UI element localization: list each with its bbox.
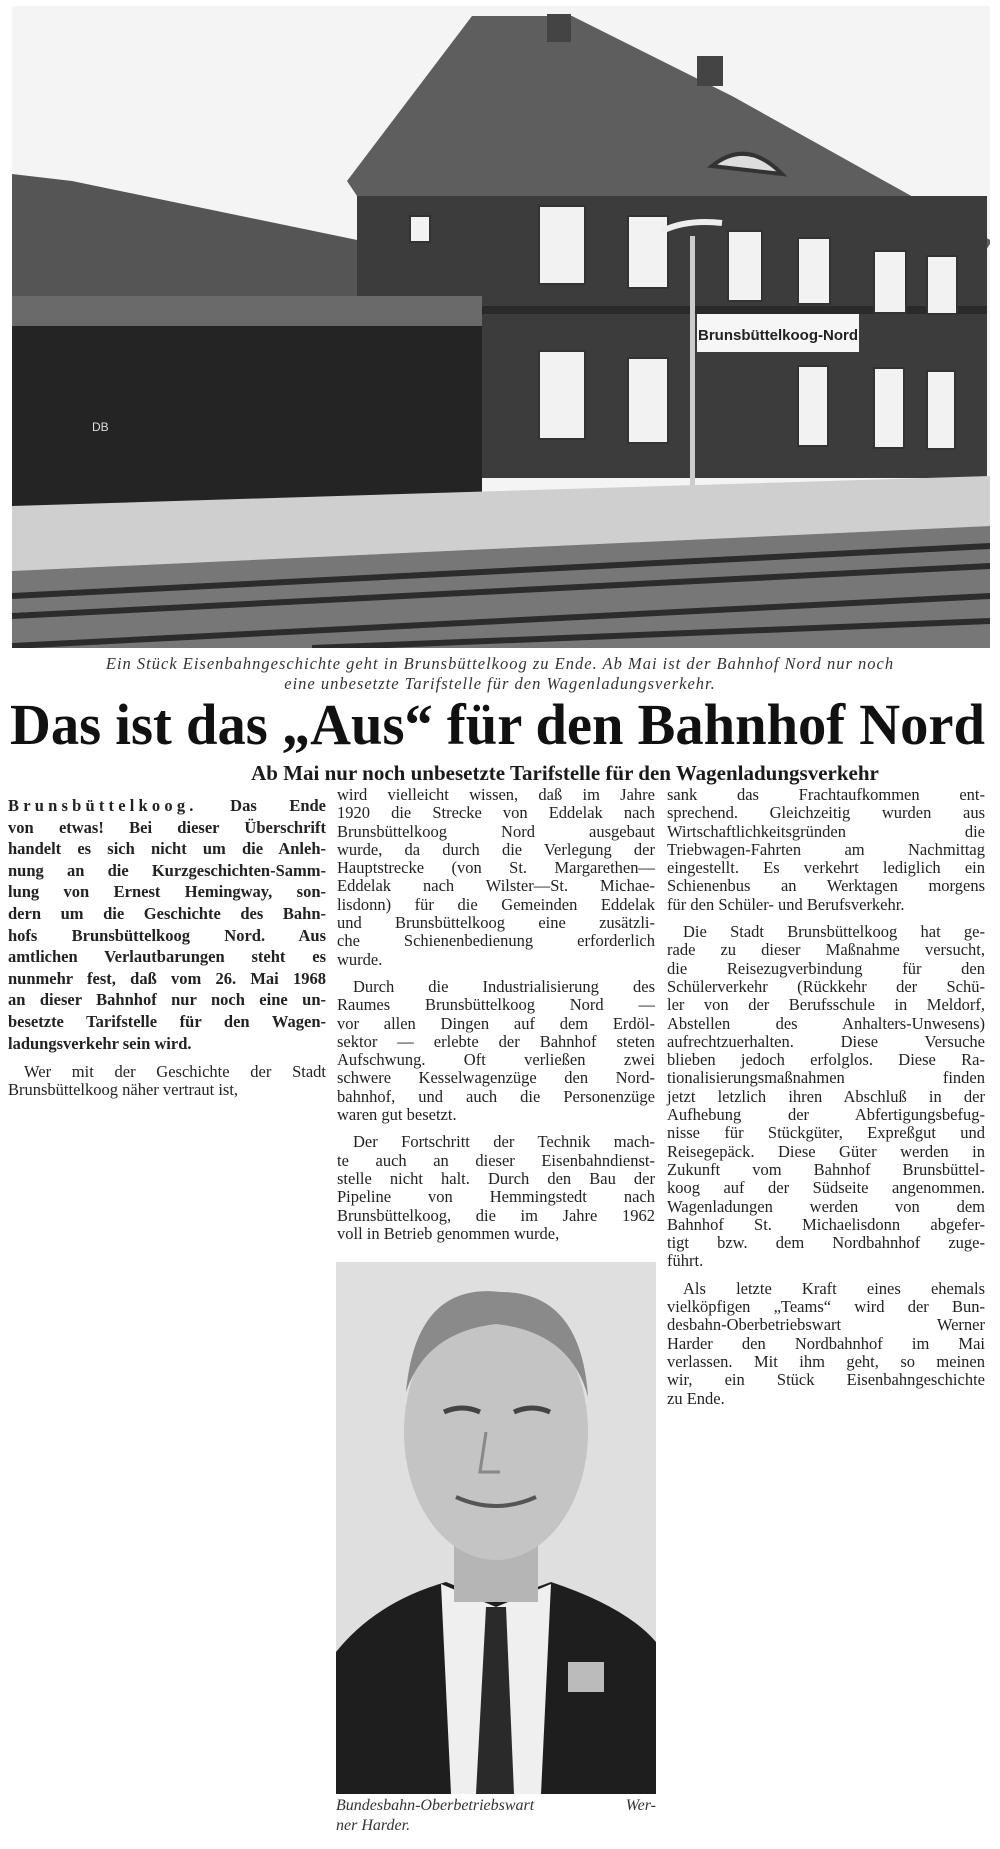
article-paragraph: [337, 978, 655, 1124]
article-line: jetzt letzlich ihren Abschluß in der: [667, 1086, 985, 1106]
article-line: waren gut besetzt.: [337, 1105, 457, 1125]
article-line: ladungsverkehr sein wird.: [8, 1033, 192, 1053]
article-line: an dieser Bahnhof nur noch eine un-: [8, 990, 326, 1010]
article-line: Brunsbüttelkoog, die im Jahre 1962: [337, 1205, 655, 1225]
article-line: vielköpfigen „Teams“ wird der Bun-: [667, 1297, 985, 1317]
headline-container: [10, 692, 990, 758]
article-line: Brunsbüttelkoog Nord ausgebaut: [337, 821, 655, 841]
article-line: Die Stadt Brunsbüttelkoog hat ge-: [683, 922, 985, 942]
article-line: te auch an dieser Eisenbahndienst-: [337, 1150, 655, 1170]
article-line: vor allen Dingen auf dem Erdöl-: [337, 1013, 655, 1033]
article-line: eingestellt. Es verkehrt lediglich ein: [667, 858, 985, 878]
subheadline: Ab Mai nur noch unbesetzte Tarifstelle für den Wagenladungsverkehr: [251, 761, 879, 785]
article-line: schwere Kesselwagenzüge den Nord-: [337, 1068, 655, 1088]
article-paragraph: [667, 786, 985, 914]
article-line: lisdonn) für die Gemeinden Eddelak: [337, 894, 655, 914]
article-column-1: [8, 795, 326, 1109]
article-line: Wer mit der Geschichte der Stadt: [24, 1062, 326, 1082]
headline: Das ist das „Aus“ für den Bahnhof Nord: [10, 692, 985, 757]
article-line: Harder den Nordbahnhof im Mai: [667, 1333, 985, 1353]
article-line: dern um die Geschichte des Bahn-: [8, 903, 326, 923]
article-line: wurde.: [337, 949, 383, 969]
article-line: führt.: [667, 1251, 704, 1271]
freight-wagon: [12, 326, 482, 506]
article-line: sank das Frachtaufkommen ent-: [667, 785, 985, 804]
article-line: Hauptstrecke (von St. Margarethen—: [337, 858, 655, 878]
article-line: [8, 795, 326, 817]
article-line: sprechend. Gleichzeitig wurden aus: [667, 803, 985, 823]
article-line: Pipeline von Hemmingstedt nach: [337, 1187, 655, 1207]
article-line-text: Das Ende: [230, 796, 326, 815]
article-line: Wirtschaftlichkeitsgründen die: [667, 821, 985, 841]
article-line: besetzte Tarifstelle für den Wagen-: [8, 1011, 326, 1031]
article-line: Triebwagen-Fahrten am Nachmittag: [667, 839, 985, 859]
portrait-caption: [336, 1796, 656, 1836]
article-paragraph: [8, 795, 326, 1054]
article-line: zu Ende.: [667, 1388, 725, 1408]
article-column-3: [667, 786, 985, 1417]
article-line: sektor — erlebte der Bahnhof steten: [337, 1031, 655, 1051]
article-line: und Brunsbüttelkoog eine zusätzli-: [337, 913, 655, 933]
article-line: Abstellen des Anhalters-Unwesens): [667, 1013, 985, 1033]
article-line: wird vielleicht wissen, daß im Jahre: [337, 785, 655, 804]
article-paragraph: [667, 1280, 985, 1408]
article-line: Reisegepäck. Diese Güter werden in: [667, 1141, 985, 1161]
article-line: 1920 die Strecke von Eddelak nach: [337, 803, 655, 823]
article-line: Schülerverkehr (Rückkehr der Schü-: [667, 976, 985, 996]
station-photo: [12, 6, 990, 648]
article-line: Schienenbus an Werktagen morgens: [667, 876, 985, 896]
wagon-mark: DB: [92, 420, 109, 434]
article-line: desbahn-Oberbetriebswart Werner: [667, 1315, 985, 1335]
photo-caption: [20, 654, 980, 694]
article-dateline: Brunsbüttelkoog.: [8, 796, 198, 815]
article-line: Bahnhof St. Michaelisdonn abgefer-: [667, 1214, 985, 1234]
article-line: handelt es sich nicht um die Anleh-: [8, 839, 326, 859]
article-line: tigt bzw. dem Nordbahnhof zuge-: [667, 1233, 985, 1253]
article-line: Als letzte Kraft eines ehemals: [683, 1278, 985, 1298]
article-line: Durch die Industrialisierung des: [353, 976, 655, 996]
portrait-caption-line: Bundesbahn-Oberbetriebswart Wer-: [336, 1797, 656, 1814]
portrait-photo: [336, 1262, 656, 1794]
collar-insignia: [568, 1662, 604, 1692]
photo-caption-line: eine unbesetzte Tarifstelle für den Wagenladungsverkehr.: [284, 674, 716, 693]
article-line: Zukunft vom Bahnhof Brunsbüttel-: [667, 1159, 985, 1179]
station-sign-text: Brunsbüttelkoog-Nord: [698, 327, 858, 344]
article-line: ler von der Berufsschule in Meldorf,: [667, 995, 985, 1015]
article-line: aufrechtzuerhalten. Diese Versuche: [667, 1031, 985, 1051]
article-line: Aufschwung. Oft verließen zwei: [337, 1050, 655, 1070]
article-line: wurde, da durch die Verlegung der: [337, 839, 655, 859]
article-line: verlassen. Mit ihm geht, so meinen: [667, 1351, 985, 1371]
article-line: Eddelak nach Wilster—St. Michae-: [337, 876, 655, 896]
article-line: rade zu dieser Maßnahme versucht,: [667, 940, 985, 960]
article-line: nung an die Kurzgeschichten-Samm-: [8, 860, 326, 880]
article-paragraph: [337, 1133, 655, 1243]
article-line: amtlichen Verlautbarungen steht es: [8, 947, 326, 967]
portrait-caption-line: ner Harder.: [336, 1817, 411, 1834]
article-line: hofs Brunsbüttelkoog Nord. Aus: [8, 925, 326, 945]
article-line: Wagenladungen werden von dem: [667, 1196, 985, 1216]
article-line: nunmehr fest, daß vom 26. Mai 1968: [8, 968, 326, 988]
article-line: Aufhebung der Abfertigungsbefug-: [667, 1105, 985, 1125]
article-paragraph: [8, 1063, 326, 1100]
article-line: für den Schüler- und Berufsverkehr.: [667, 894, 905, 914]
article-line: blieben jedoch erfolglos. Diese Ra-: [667, 1050, 985, 1070]
article-paragraph: [667, 923, 985, 1271]
article-line: Der Fortschritt der Technik mach-: [353, 1132, 655, 1152]
article-line: voll in Betrieb genommen wurde,: [337, 1223, 560, 1243]
article-line: die Reisezugverbindung für den: [667, 958, 985, 978]
article-line: lung von Ernest Hemingway, son-: [8, 882, 326, 902]
article-column-2: [337, 786, 655, 1252]
article-line: tionalisierungsmaßnahmen finden: [667, 1068, 985, 1088]
article-line: che Schienenbedienung erforderlich: [337, 931, 655, 951]
article-line: bahnhof, und auch die Personenzüge: [337, 1086, 655, 1106]
article-paragraph: [337, 786, 655, 969]
photo-caption-line: Ein Stück Eisenbahngeschichte geht in Brunsbüttelkoog zu Ende. Ab Mai ist der Bahnhof Nord nur noch: [105, 654, 895, 673]
article-line: von etwas! Bei dieser Überschrift: [8, 817, 326, 837]
article-line: koog auf der Südseite angenommen.: [667, 1178, 985, 1198]
article-line: Raumes Brunsbüttelkoog Nord —: [337, 995, 655, 1015]
article-line: stelle nicht halt. Durch den Bau der: [337, 1168, 655, 1188]
article-line: nisse für Stückgüter, Expreßgut und: [667, 1123, 985, 1143]
article-line: wir, ein Stück Eisenbahngeschichte: [667, 1370, 985, 1390]
article-line: Brunsbüttelkoog näher vertraut ist,: [8, 1080, 239, 1100]
